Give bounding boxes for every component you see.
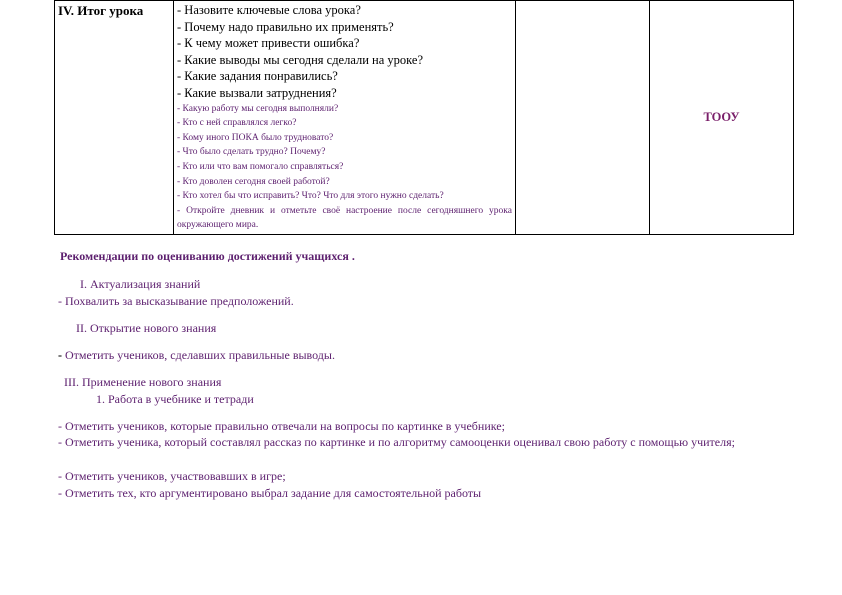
- question: - Почему надо правильно их применять?: [177, 19, 394, 34]
- sub-question: - Кто или что вам помогало справляться?: [177, 161, 344, 172]
- section-3-item: - Отметить ученика, который составлял рассказ по картинке и по алгоритму самооценки оценивал свою работу с помощью учителя;: [58, 435, 735, 449]
- stage-cell: [55, 1, 174, 235]
- question: - Какие вызвали затруднения?: [177, 85, 337, 100]
- section-3-item: - Отметить учеников, которые правильно отвечали на вопросы по картинке в учебнике;: [58, 419, 505, 433]
- section-2-item: [58, 348, 335, 362]
- stage-title: IV. Итог урока: [58, 3, 144, 18]
- sub-question: - Кто доволен сегодня своей работой?: [177, 176, 330, 187]
- sub-question: - Кто хотел бы что исправить? Что? Что для этого нужно сделать?: [177, 191, 444, 202]
- section-3-item: - Отметить тех, кто аргументировано выбрал задание для самостоятельной работы: [58, 486, 482, 500]
- question: - Какие выводы мы сегодня сделали на уроке?: [177, 52, 424, 67]
- question: - Какие задания понравились?: [177, 69, 338, 84]
- sub-question: - Откройте дневник и отметьте своё настроение после сегодняшнего урока окружающего мира.: [177, 205, 512, 231]
- empty-cell: [516, 1, 650, 235]
- question: - Назовите ключевые слова урока?: [177, 3, 361, 17]
- section-3-sub: 1. Работа в учебнике и тетради: [96, 392, 254, 406]
- tooy-cell: [650, 1, 794, 235]
- section-2-heading: II. Открытие нового знания: [76, 321, 217, 335]
- section-3-heading: III. Применение нового знания: [64, 375, 222, 389]
- dash: -: [58, 348, 62, 362]
- section-1-item: - Похвалить за высказывание предположений.: [58, 294, 294, 308]
- section-2-item-text: Отметить учеников, сделавших правильные выводы.: [62, 348, 335, 362]
- lesson-table: [54, 0, 794, 235]
- recommendations-title: Рекомендации по оцениванию достижений учащихся .: [60, 249, 355, 263]
- section-1-heading: I. Актуализация знаний: [80, 277, 201, 291]
- question: - К чему может привести ошибка?: [177, 36, 360, 51]
- sub-question: - Какую работу мы сегодня выполняли?: [177, 103, 339, 114]
- sub-question: - Что было сделать трудно? Почему?: [177, 147, 326, 158]
- sub-question: - Кто с ней справлялся легко?: [177, 118, 297, 129]
- section-3-item: - Отметить учеников, участвовавших в игре;: [58, 469, 286, 483]
- sub-question: - Кому иного ПОКА было трудновато?: [177, 132, 334, 143]
- table-row: [55, 1, 794, 235]
- questions-cell: [174, 1, 516, 235]
- tooy-label: ТООУ: [703, 110, 740, 125]
